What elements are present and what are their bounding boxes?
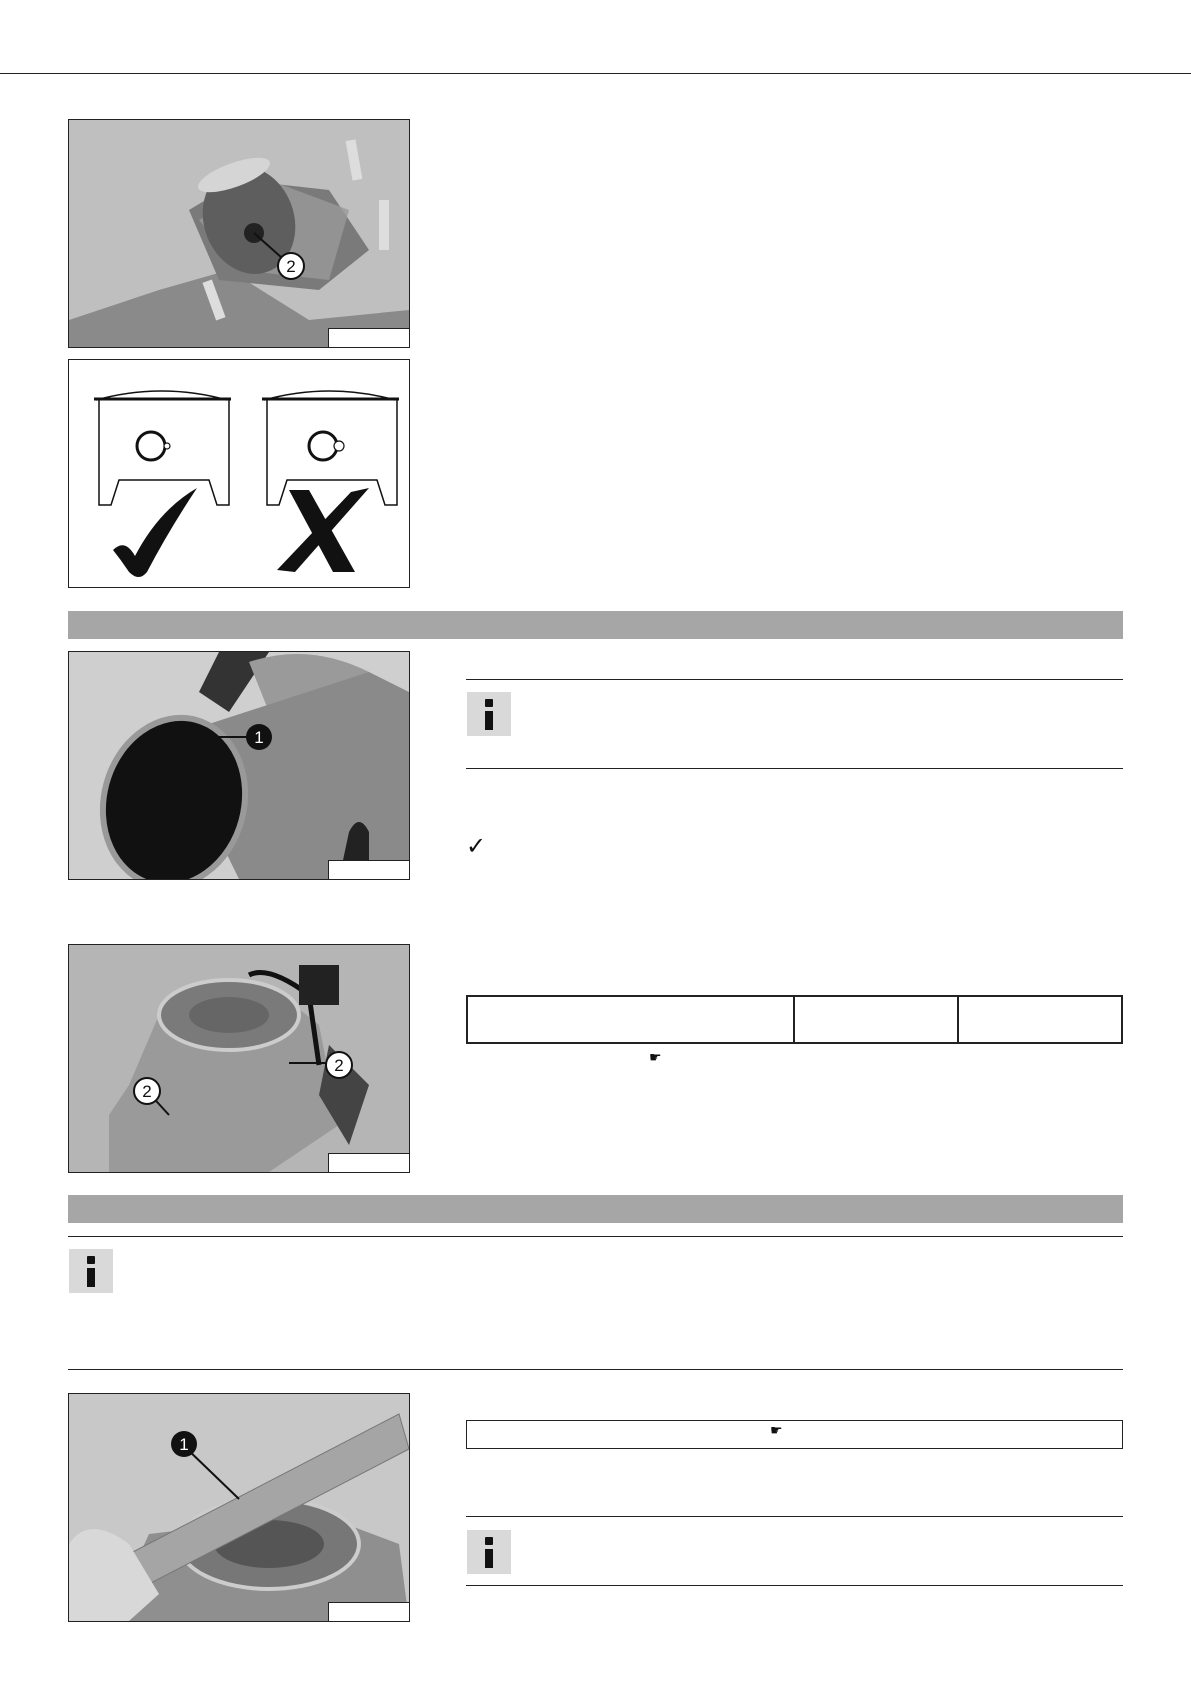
check-icon: ✓ (466, 832, 487, 860)
reference-box (466, 1420, 1123, 1449)
circlip-diagram (68, 359, 410, 588)
check-icon (113, 488, 197, 577)
info-rule-top (466, 679, 1123, 680)
callout-2: 2 (334, 1056, 344, 1075)
info-rule-top (68, 1236, 1123, 1237)
info-icon (467, 692, 511, 736)
info-icon (69, 1249, 113, 1293)
section-bar-2 (68, 1195, 1123, 1223)
piston-incorrect (262, 391, 399, 505)
figure-code-box (328, 1153, 409, 1172)
callout-2: 2 (142, 1082, 152, 1101)
info-rule-bottom (466, 1585, 1123, 1586)
cross-icon (277, 488, 369, 572)
header-rule (0, 73, 1191, 74)
callout-1: 1 (254, 728, 264, 747)
cylinder-screws-photo (68, 944, 410, 1173)
pointing-hand-icon: ☛ (649, 1050, 662, 1066)
figure-code-box (328, 1602, 409, 1621)
cylinder-photo (68, 651, 410, 880)
figure-code-box (328, 328, 409, 347)
callout-1: 1 (179, 1435, 189, 1454)
spec-cell (958, 996, 1122, 1043)
info-rule-bottom (68, 1369, 1123, 1370)
info-rule-top (466, 1516, 1123, 1517)
info-rule-bottom (466, 768, 1123, 769)
info-icon (467, 1530, 511, 1574)
spec-cell (467, 996, 794, 1043)
section-bar-1 (68, 611, 1123, 639)
spec-cell (794, 996, 958, 1043)
pointing-hand-icon: ☛ (770, 1423, 783, 1439)
figure-code-box (328, 860, 409, 879)
piston-correct (94, 391, 231, 505)
feeler-gauge-photo (68, 1393, 410, 1622)
spec-table (466, 995, 1123, 1044)
callout-2: 2 (286, 257, 296, 276)
piston-pin-photo (68, 119, 410, 348)
